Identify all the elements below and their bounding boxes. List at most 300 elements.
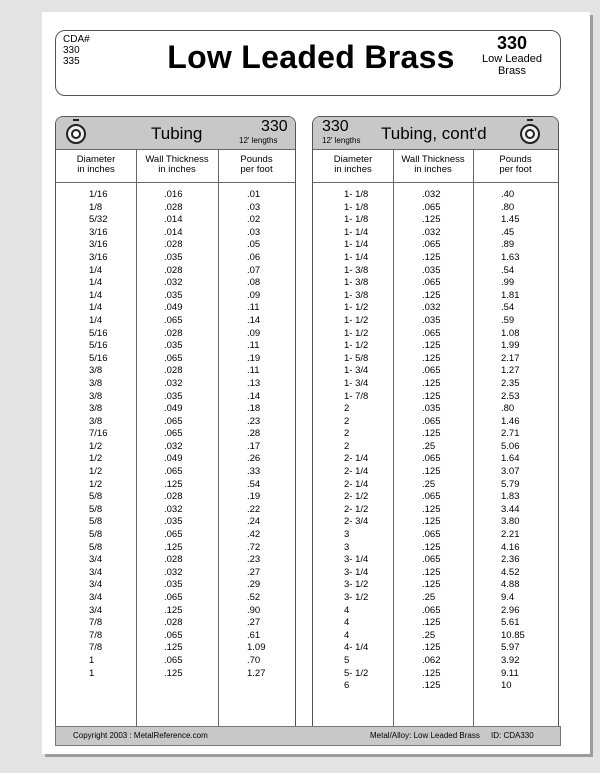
wall-cell: .065 bbox=[422, 491, 441, 503]
pounds-cell: .54 bbox=[501, 264, 515, 276]
diameter-cell: 3- 1/4 bbox=[344, 566, 369, 578]
column-header-line: in inches bbox=[334, 164, 372, 175]
tubing-contd-panel bbox=[312, 116, 559, 733]
wall-cell: .125 bbox=[422, 642, 441, 654]
table-row bbox=[313, 428, 558, 441]
wall-cell: .035 bbox=[164, 579, 183, 591]
table-row bbox=[56, 315, 295, 328]
wall-cell: .125 bbox=[422, 466, 441, 478]
table-row bbox=[313, 202, 558, 215]
diameter-cell: 1/8 bbox=[89, 201, 103, 213]
diameter-cell: 3- 1/2 bbox=[344, 592, 369, 603]
pounds-cell: 4.88 bbox=[501, 579, 520, 591]
wall-cell: .065 bbox=[164, 352, 183, 364]
diameter-cell: 1- 3/8 bbox=[344, 264, 369, 276]
table-row bbox=[56, 189, 295, 202]
wall-cell: .035 bbox=[164, 340, 183, 352]
column-header-line: per foot bbox=[240, 164, 273, 175]
table-row bbox=[313, 227, 558, 240]
wall-cell: .035 bbox=[164, 390, 183, 402]
column-header-diameter bbox=[56, 150, 136, 182]
wall-cell: .065 bbox=[422, 554, 441, 566]
wall-cell: .049 bbox=[164, 453, 183, 465]
diameter-cell: 1/4 bbox=[89, 289, 103, 301]
diameter-cell: 1- 3/8 bbox=[344, 289, 369, 301]
table-row bbox=[56, 265, 295, 278]
pounds-cell: .52 bbox=[247, 592, 261, 603]
pounds-cell: 2.71 bbox=[501, 428, 520, 440]
diameter-cell: 7/8 bbox=[89, 617, 103, 629]
wall-cell: .125 bbox=[422, 680, 441, 692]
diameter-cell: 2- 1/4 bbox=[344, 453, 369, 465]
table-row bbox=[313, 239, 558, 252]
diameter-cell: 3/8 bbox=[89, 415, 103, 427]
diameter-cell: 2- 1/4 bbox=[344, 478, 369, 490]
pounds-cell: 10.85 bbox=[501, 629, 525, 641]
wall-cell: .065 bbox=[164, 629, 183, 641]
table-row bbox=[56, 416, 295, 429]
pounds-cell: 4.52 bbox=[501, 566, 520, 578]
wall-cell: .125 bbox=[164, 604, 183, 616]
table-row bbox=[313, 340, 558, 353]
sheet-header bbox=[55, 30, 561, 96]
wall-cell: .125 bbox=[422, 667, 441, 679]
column-header-pounds bbox=[218, 150, 295, 182]
table-row bbox=[313, 416, 558, 429]
table-row bbox=[313, 189, 558, 202]
pounds-cell: 3.80 bbox=[501, 516, 520, 528]
column-header-line: in inches bbox=[414, 164, 452, 175]
diameter-cell: 1/2 bbox=[89, 466, 103, 478]
pounds-cell: 1.83 bbox=[501, 491, 520, 503]
diameter-cell: 1- 1/8 bbox=[344, 201, 369, 213]
pounds-cell: 1.63 bbox=[501, 251, 520, 263]
wall-cell: .032 bbox=[422, 226, 441, 238]
wall-cell: .125 bbox=[422, 214, 441, 226]
diameter-cell: 1- 3/4 bbox=[344, 377, 369, 389]
column-header-line: Diameter bbox=[333, 154, 373, 165]
wall-cell: .125 bbox=[422, 516, 441, 528]
tubing-panel bbox=[55, 116, 296, 733]
table-row bbox=[313, 605, 558, 618]
wall-cell: .125 bbox=[422, 377, 441, 389]
diameter-cell: 3 bbox=[344, 541, 350, 553]
diameter-cell: 5- 1/2 bbox=[344, 667, 369, 679]
pounds-cell: .40 bbox=[501, 189, 515, 200]
pounds-cell: .11 bbox=[247, 302, 260, 314]
wall-cell: .032 bbox=[422, 302, 441, 314]
pounds-cell: .61 bbox=[247, 629, 261, 641]
diameter-cell: 4 bbox=[344, 604, 350, 616]
wall-cell: .125 bbox=[164, 667, 183, 679]
table-row bbox=[56, 391, 295, 404]
pounds-cell: .14 bbox=[247, 314, 261, 326]
diameter-cell: 1/2 bbox=[89, 478, 103, 490]
diameter-cell: 2 bbox=[344, 428, 350, 440]
pounds-cell: .27 bbox=[247, 617, 261, 629]
table-row bbox=[56, 466, 295, 479]
wall-cell: .25 bbox=[422, 478, 436, 490]
table-row bbox=[56, 605, 295, 618]
pounds-cell: 1.27 bbox=[501, 365, 520, 377]
wall-cell: .028 bbox=[164, 491, 183, 503]
column-header-diameter bbox=[313, 150, 393, 182]
wall-cell: .125 bbox=[422, 340, 441, 352]
pounds-cell: 5.79 bbox=[501, 478, 520, 490]
table-row bbox=[56, 668, 295, 681]
diameter-cell: 1- 1/2 bbox=[344, 340, 369, 352]
wall-cell: .028 bbox=[164, 554, 183, 566]
diameter-cell: 3/16 bbox=[89, 239, 108, 251]
column-header-line: Pounds bbox=[240, 154, 273, 165]
diameter-cell: 1- 1/4 bbox=[344, 239, 369, 251]
wall-cell: .065 bbox=[422, 415, 441, 427]
table-row bbox=[313, 655, 558, 668]
wall-cell: .035 bbox=[422, 314, 441, 326]
table-row bbox=[56, 491, 295, 504]
panel-lengths: 12' lengths bbox=[239, 136, 278, 145]
wall-cell: .035 bbox=[422, 403, 441, 415]
wall-cell: .014 bbox=[164, 226, 183, 238]
wall-cell: .028 bbox=[164, 201, 183, 213]
pounds-cell: 3.44 bbox=[501, 503, 520, 515]
pounds-cell: 2.36 bbox=[501, 554, 520, 566]
pounds-cell: .59 bbox=[501, 314, 515, 326]
pounds-cell: .99 bbox=[501, 277, 515, 289]
wall-cell: .125 bbox=[422, 617, 441, 629]
diameter-cell: 7/8 bbox=[89, 629, 103, 641]
pounds-cell: 2.21 bbox=[501, 529, 520, 541]
panel-header bbox=[313, 117, 558, 150]
wall-cell: .032 bbox=[164, 440, 183, 452]
table-row bbox=[313, 290, 558, 303]
header-divider bbox=[313, 182, 558, 183]
pounds-cell: .07 bbox=[247, 264, 261, 276]
wall-cell: .065 bbox=[422, 327, 441, 339]
diameter-cell: 5/8 bbox=[89, 516, 103, 528]
table-row bbox=[56, 227, 295, 240]
column-header-line: per foot bbox=[499, 164, 532, 175]
wall-cell: .065 bbox=[422, 365, 441, 377]
wall-cell: .125 bbox=[422, 251, 441, 263]
wall-cell: .25 bbox=[422, 629, 436, 641]
pounds-cell: .03 bbox=[247, 201, 261, 213]
tubing-table-body bbox=[56, 189, 295, 680]
pounds-cell: 1.08 bbox=[501, 327, 520, 339]
diameter-cell: 1- 1/8 bbox=[344, 214, 369, 226]
table-row bbox=[56, 479, 295, 492]
pounds-cell: 2.35 bbox=[501, 377, 520, 389]
column-header-line: Wall Thickness bbox=[145, 154, 209, 165]
pounds-cell: 9.11 bbox=[501, 667, 519, 679]
panel-header bbox=[56, 117, 295, 150]
pounds-cell: 1.99 bbox=[501, 340, 520, 352]
table-row bbox=[56, 441, 295, 454]
table-row bbox=[56, 403, 295, 416]
table-row bbox=[56, 239, 295, 252]
pounds-cell: .13 bbox=[247, 377, 261, 389]
wall-cell: .028 bbox=[164, 617, 183, 629]
wall-cell: .035 bbox=[164, 516, 183, 528]
diameter-cell: 2 bbox=[344, 403, 350, 415]
wall-cell: .065 bbox=[422, 453, 441, 465]
diameter-cell: 2- 3/4 bbox=[344, 516, 369, 528]
pounds-cell: .18 bbox=[247, 403, 261, 415]
wall-cell: .25 bbox=[422, 440, 436, 452]
table-row bbox=[56, 340, 295, 353]
table-row bbox=[56, 365, 295, 378]
wall-cell: .062 bbox=[422, 654, 441, 666]
pounds-cell: .01 bbox=[247, 189, 261, 200]
diameter-cell: 4 bbox=[344, 629, 350, 641]
table-row bbox=[56, 252, 295, 265]
pounds-cell: 9.4 bbox=[501, 592, 515, 603]
pounds-cell: .09 bbox=[247, 289, 261, 301]
pounds-cell: 3.92 bbox=[501, 654, 520, 666]
pounds-cell: .05 bbox=[247, 239, 261, 251]
diameter-cell: 5/8 bbox=[89, 541, 103, 553]
diameter-cell: 1/4 bbox=[89, 302, 103, 314]
table-row bbox=[56, 302, 295, 315]
column-header-pounds bbox=[473, 150, 558, 182]
diameter-cell: 3- 1/2 bbox=[344, 579, 369, 591]
table-row bbox=[313, 668, 558, 681]
panel-alloy-number: 330 bbox=[322, 118, 349, 135]
diameter-cell: 1/2 bbox=[89, 440, 103, 452]
table-row bbox=[313, 453, 558, 466]
pounds-cell: .80 bbox=[501, 201, 515, 213]
table-row bbox=[56, 428, 295, 441]
table-row bbox=[313, 479, 558, 492]
diameter-cell: 2- 1/2 bbox=[344, 503, 369, 515]
pounds-cell: .02 bbox=[247, 214, 261, 226]
diameter-cell: 1- 1/4 bbox=[344, 251, 369, 263]
cda-numbers bbox=[63, 34, 90, 67]
table-row bbox=[56, 504, 295, 517]
table-row bbox=[313, 680, 558, 693]
diameter-cell: 3/4 bbox=[89, 592, 103, 603]
table-row bbox=[313, 353, 558, 366]
diameter-cell: 7/8 bbox=[89, 642, 103, 654]
diameter-cell: 3/16 bbox=[89, 251, 108, 263]
table-row bbox=[313, 378, 558, 391]
table-row bbox=[313, 252, 558, 265]
alloy-text: Metal/Alloy: Low Leaded Brass bbox=[370, 731, 480, 740]
alloy-name-line: Low Leaded bbox=[482, 53, 542, 65]
diameter-cell: 1- 1/2 bbox=[344, 314, 369, 326]
diameter-cell: 3/4 bbox=[89, 579, 103, 591]
table-row bbox=[56, 202, 295, 215]
diameter-cell: 1- 1/2 bbox=[344, 327, 369, 339]
wall-cell: .032 bbox=[422, 189, 441, 200]
diameter-cell: 5/8 bbox=[89, 503, 103, 515]
table-row bbox=[56, 353, 295, 366]
wall-cell: .032 bbox=[164, 277, 183, 289]
table-row bbox=[56, 214, 295, 227]
pounds-cell: .27 bbox=[247, 566, 261, 578]
pounds-cell: .90 bbox=[247, 604, 261, 616]
wall-cell: .065 bbox=[422, 201, 441, 213]
table-row bbox=[313, 542, 558, 555]
table-row bbox=[56, 542, 295, 555]
pounds-cell: 5.06 bbox=[501, 440, 520, 452]
diameter-cell: 1- 1/8 bbox=[344, 189, 369, 200]
pounds-cell: 4.16 bbox=[501, 541, 520, 553]
table-row bbox=[56, 378, 295, 391]
column-header-line: in inches bbox=[77, 164, 115, 175]
table-row bbox=[313, 516, 558, 529]
table-row bbox=[313, 642, 558, 655]
diameter-cell: 3/8 bbox=[89, 390, 103, 402]
pounds-cell: .54 bbox=[501, 302, 515, 314]
table-row bbox=[313, 391, 558, 404]
diameter-cell: 4- 1/4 bbox=[344, 642, 369, 654]
wall-cell: .014 bbox=[164, 214, 183, 226]
pounds-cell: .08 bbox=[247, 277, 261, 289]
diameter-cell: 1/4 bbox=[89, 277, 103, 289]
diameter-cell: 5/8 bbox=[89, 529, 103, 541]
diameter-cell: 1 bbox=[89, 654, 95, 666]
diameter-cell: 1- 3/4 bbox=[344, 365, 369, 377]
pounds-cell: 1.81 bbox=[501, 289, 520, 301]
table-row bbox=[313, 529, 558, 542]
table-row bbox=[313, 328, 558, 341]
diameter-cell: 5 bbox=[344, 654, 350, 666]
column-header-line: Pounds bbox=[499, 154, 532, 165]
table-row bbox=[56, 579, 295, 592]
pounds-cell: .89 bbox=[501, 239, 515, 251]
pounds-cell: .11 bbox=[247, 365, 260, 377]
table-row bbox=[56, 655, 295, 668]
pounds-cell: .45 bbox=[501, 226, 515, 238]
cda-number: 335 bbox=[63, 56, 80, 67]
pounds-cell: 1.09 bbox=[247, 642, 266, 654]
diameter-cell: 2- 1/4 bbox=[344, 466, 369, 478]
diameter-cell: 7/16 bbox=[89, 428, 108, 440]
diameter-cell: 3/4 bbox=[89, 604, 103, 616]
table-row bbox=[313, 302, 558, 315]
diameter-cell: 1/2 bbox=[89, 453, 103, 465]
panel-title: Tubing bbox=[151, 124, 203, 143]
alloy-badge bbox=[470, 33, 554, 77]
wall-cell: .125 bbox=[422, 428, 441, 440]
table-row bbox=[313, 617, 558, 630]
wall-cell: .035 bbox=[164, 251, 183, 263]
wall-cell: .065 bbox=[422, 277, 441, 289]
table-row bbox=[313, 592, 558, 605]
alloy-name-line: Brass bbox=[497, 65, 527, 77]
wall-cell: .028 bbox=[164, 239, 183, 251]
pounds-cell: 2.17 bbox=[501, 352, 520, 364]
table-row bbox=[313, 441, 558, 454]
diameter-cell: 3/8 bbox=[89, 403, 103, 415]
diameter-cell: 3 bbox=[344, 529, 350, 541]
diameter-cell: 1 bbox=[89, 667, 95, 679]
wall-cell: .065 bbox=[164, 314, 183, 326]
pounds-cell: .11 bbox=[247, 340, 260, 352]
table-row bbox=[313, 277, 558, 290]
pounds-cell: .19 bbox=[247, 491, 261, 503]
pounds-cell: .80 bbox=[501, 403, 515, 415]
wall-cell: .028 bbox=[164, 264, 183, 276]
pounds-cell: .26 bbox=[247, 453, 261, 465]
reference-sheet bbox=[42, 12, 590, 754]
diameter-cell: 1- 5/8 bbox=[344, 352, 369, 364]
table-row bbox=[56, 630, 295, 643]
wall-cell: .065 bbox=[422, 239, 441, 251]
wall-cell: .065 bbox=[164, 654, 183, 666]
diameter-cell: 3/16 bbox=[89, 226, 108, 238]
diameter-cell: 3/8 bbox=[89, 377, 103, 389]
panel-alloy-number: 330 bbox=[261, 118, 288, 135]
table-row bbox=[313, 315, 558, 328]
table-row bbox=[56, 290, 295, 303]
diameter-cell: 1- 7/8 bbox=[344, 390, 369, 402]
wall-cell: .125 bbox=[422, 390, 441, 402]
pounds-cell: .54 bbox=[247, 478, 261, 490]
copyright-text: Copyright 2003 : MetalReference.com bbox=[73, 731, 208, 740]
pounds-cell: 5.97 bbox=[501, 642, 520, 654]
pounds-cell: 2.96 bbox=[501, 604, 520, 616]
wall-cell: .065 bbox=[164, 415, 183, 427]
cda-number: 330 bbox=[63, 45, 80, 56]
pounds-cell: .42 bbox=[247, 529, 261, 541]
wall-cell: .065 bbox=[164, 428, 183, 440]
pounds-cell: .23 bbox=[247, 554, 261, 566]
page-title: Low Leaded Brass bbox=[167, 39, 455, 75]
table-row bbox=[56, 554, 295, 567]
pounds-cell: .19 bbox=[247, 352, 261, 364]
pounds-cell: .22 bbox=[247, 503, 261, 515]
table-row bbox=[56, 453, 295, 466]
diameter-cell: 1/4 bbox=[89, 264, 103, 276]
pounds-cell: 1.46 bbox=[501, 415, 520, 427]
table-row bbox=[56, 617, 295, 630]
pounds-cell: .28 bbox=[247, 428, 261, 440]
wall-cell: .065 bbox=[164, 529, 183, 541]
diameter-cell: 3/4 bbox=[89, 566, 103, 578]
wall-cell: .125 bbox=[164, 478, 183, 490]
column-header-wall bbox=[136, 150, 218, 182]
tube-ring-icon bbox=[66, 124, 86, 144]
diameter-cell: 5/16 bbox=[89, 327, 108, 339]
diameter-cell: 2 bbox=[344, 440, 350, 452]
pounds-cell: .17 bbox=[247, 440, 261, 452]
pounds-cell: 3.07 bbox=[501, 466, 520, 478]
pounds-cell: 2.53 bbox=[501, 390, 520, 402]
table-row bbox=[56, 642, 295, 655]
wall-cell: .125 bbox=[422, 289, 441, 301]
table-row bbox=[313, 403, 558, 416]
wall-cell: .125 bbox=[422, 579, 441, 591]
panel-lengths: 12' lengths bbox=[322, 136, 361, 145]
wall-cell: .035 bbox=[164, 289, 183, 301]
pounds-cell: .09 bbox=[247, 327, 261, 339]
wall-cell: .065 bbox=[422, 529, 441, 541]
wall-cell: .049 bbox=[164, 302, 183, 314]
column-header-wall bbox=[393, 150, 473, 182]
diameter-cell: 5/16 bbox=[89, 352, 108, 364]
wall-cell: .032 bbox=[164, 377, 183, 389]
table-row bbox=[313, 567, 558, 580]
diameter-cell: 2 bbox=[344, 415, 350, 427]
column-header-line: Diameter bbox=[76, 154, 116, 165]
diameter-cell: 3/4 bbox=[89, 554, 103, 566]
table-row bbox=[313, 491, 558, 504]
pounds-cell: .03 bbox=[247, 226, 261, 238]
wall-cell: .049 bbox=[164, 403, 183, 415]
diameter-cell: 1- 1/2 bbox=[344, 302, 369, 314]
